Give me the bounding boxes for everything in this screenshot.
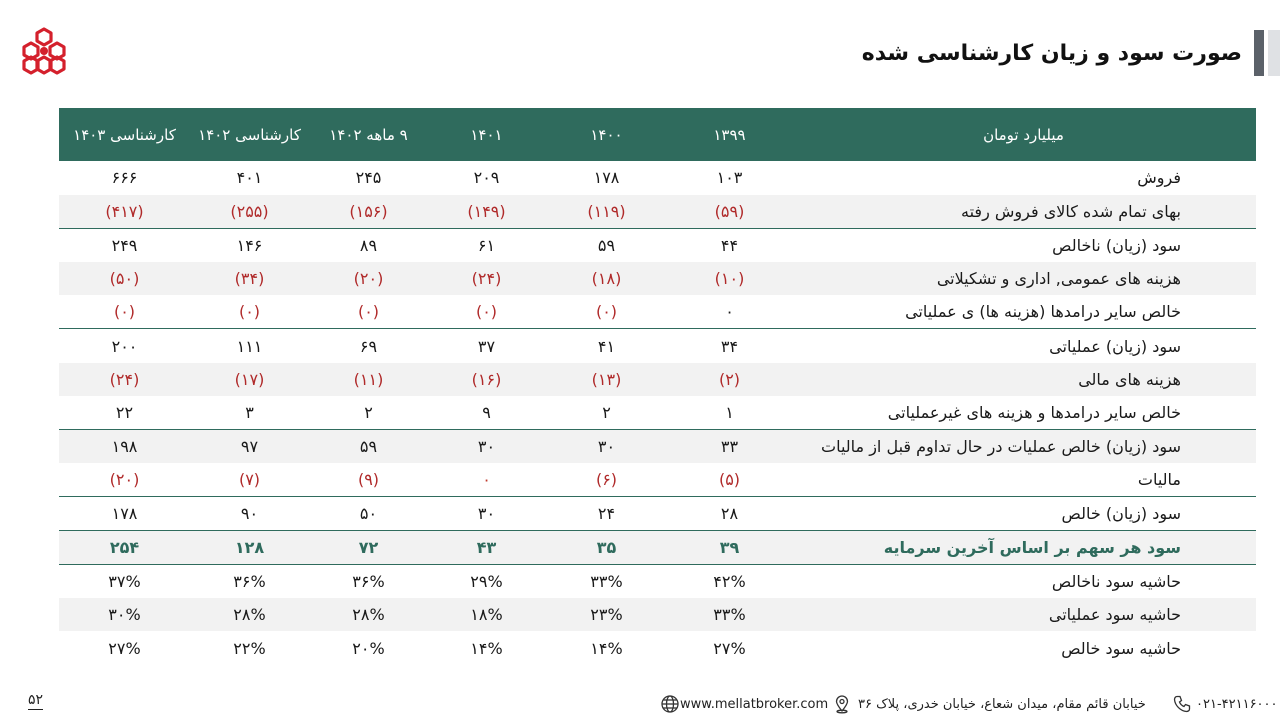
table-cell: ۱ <box>668 396 791 430</box>
table-cell: ۲۰۰ <box>111 336 138 356</box>
row-label: حاشیه سود ناخالص <box>1051 571 1181 591</box>
table-cell: ۲ <box>545 396 668 430</box>
table-cell: ۶۹ <box>359 336 378 356</box>
footer-address <box>832 694 1146 714</box>
table-cell: (۵) <box>668 463 791 497</box>
table-cell: (۰) <box>428 295 545 329</box>
income-statement-table <box>59 108 1256 665</box>
table-row <box>59 463 1256 497</box>
row-label: سود (زیان) عملیاتی <box>1049 336 1181 356</box>
table-cell: ۳ <box>190 396 309 430</box>
column-header: ۹ ماهه ۱۴۰۲ <box>329 125 408 144</box>
table-cell: (۱۰) <box>714 269 745 289</box>
table-cell: (۰) <box>190 295 309 329</box>
column-header: ۱۴۰۰ <box>590 125 623 144</box>
table-cell: ۰ <box>428 463 545 497</box>
table-row <box>59 228 1256 262</box>
table-cell: (۰) <box>309 295 428 329</box>
table-cell: ۲۲ <box>59 396 190 430</box>
table-cell: ۳۴ <box>720 336 739 356</box>
row-label: سود هر سهم بر اساس آخرین سرمایه <box>791 531 1256 565</box>
column-header: ۱۳۹۹ <box>713 125 746 144</box>
table-cell: ۸۹ <box>359 235 378 255</box>
table-cell: ۴۰۱ <box>236 168 263 188</box>
table-cell: (۴۱۷) <box>59 195 190 229</box>
row-label: بهای تمام شده کالای فروش رفته <box>791 195 1256 229</box>
table-cell: (۱۸) <box>591 269 622 289</box>
column-header: ۱۴۰۱ <box>470 125 503 144</box>
row-label: سود (زیان) خالص <box>791 497 1256 531</box>
phone-text[interactable]: ۰۲۱-۴۲۱۱۶۰۰۰ <box>1196 696 1278 712</box>
globe-icon <box>660 694 680 714</box>
table-row <box>59 262 1256 296</box>
table-cell: ۰ <box>668 295 791 329</box>
table-cell: (۱۴۹) <box>428 195 545 229</box>
table-row <box>59 631 1256 665</box>
table-row <box>59 497 1256 531</box>
table-cell: ۶۱ <box>477 235 496 255</box>
column-header: میلیارد تومان <box>983 125 1064 144</box>
table-cell: (۶) <box>545 463 668 497</box>
table-cell: ۶۶۶ <box>111 168 138 188</box>
table-cell: ۲۷% <box>108 638 141 658</box>
table-cell: (۹) <box>309 463 428 497</box>
table-cell: ۱۴۶ <box>236 235 263 255</box>
footer-website[interactable] <box>660 694 832 714</box>
table-cell: ۳۰ <box>477 437 496 457</box>
table-cell: (۱۳) <box>591 369 622 389</box>
table-cell: ۳۶% <box>352 571 385 591</box>
table-cell: (۱۱) <box>353 369 384 389</box>
table-cell: ۹۷ <box>240 437 259 457</box>
location-pin-icon <box>832 694 852 714</box>
table-cell: (۲۴) <box>471 269 502 289</box>
table-cell: (۱۵۶) <box>309 195 428 229</box>
row-label: هزینه های مالی <box>1078 369 1181 389</box>
table-cell: ۴۴ <box>720 235 739 255</box>
table-cell: ۳۰ <box>597 437 616 457</box>
table-cell: (۷) <box>190 463 309 497</box>
address-text: خیابان قائم مقام، میدان شعاع، خیابان خدری، پلاک ۳۶ <box>858 696 1146 712</box>
table-cell: (۲۰) <box>353 269 384 289</box>
table-cell: ۳۰% <box>108 605 141 625</box>
page-number: ۵۲ <box>28 692 44 708</box>
phone-icon <box>1172 694 1192 714</box>
table-header-row <box>59 108 1256 161</box>
table-cell: ۲۳% <box>590 605 623 625</box>
table-row <box>59 295 1256 329</box>
table-row <box>59 598 1256 632</box>
row-label: خالص سایر درامدها و هزینه های غیرعملیاتی <box>791 396 1256 430</box>
table-cell: ۲ <box>309 396 428 430</box>
title-accent <box>1254 30 1280 76</box>
table-row <box>59 161 1256 195</box>
table-row <box>59 329 1256 363</box>
company-logo <box>20 26 68 76</box>
table-cell: (۳۴) <box>234 269 265 289</box>
table-cell: ۷۲ <box>309 531 428 565</box>
row-label: حاشیه سود عملیاتی <box>1048 605 1181 625</box>
table-cell: ۳۰ <box>428 497 545 531</box>
table-cell: ۳۵ <box>545 531 668 565</box>
table-cell: ۲۸% <box>233 605 266 625</box>
table-cell: ۲۰% <box>352 638 385 658</box>
row-label: خالص سایر درامدها (هزینه ها) ی عملیاتی <box>791 295 1256 329</box>
table-cell: (۰) <box>545 295 668 329</box>
table-cell: ۵۹ <box>597 235 616 255</box>
table-cell: ۳۳% <box>590 571 623 591</box>
title-bar <box>862 30 1280 76</box>
row-label: سود (زیان) خالص عملیات در حال تداوم قبل از مالیات <box>821 437 1181 457</box>
row-label: حاشیه سود خالص <box>1061 638 1181 658</box>
table-cell: ۲۹% <box>470 571 503 591</box>
table-row <box>59 396 1256 430</box>
table-cell: ۱۴% <box>590 638 623 658</box>
table-row <box>59 430 1256 464</box>
table-cell: ۳۳ <box>720 437 739 457</box>
row-label: هزینه های عمومی, اداری و تشکیلاتی <box>936 269 1181 289</box>
table-cell: ۲۴۵ <box>355 168 382 188</box>
table-cell: ۱۱۱ <box>236 336 263 356</box>
table-cell: (۲۰) <box>59 463 190 497</box>
table-cell: ۴۱ <box>597 336 616 356</box>
table-cell: ۲۰۹ <box>473 168 500 188</box>
table-cell: ۳۳% <box>713 605 746 625</box>
table-cell: ۳۶% <box>233 571 266 591</box>
table-cell: ۵۰ <box>309 497 428 531</box>
table-row <box>59 564 1256 598</box>
table-cell: ۹۰ <box>190 497 309 531</box>
row-label: مالیات <box>791 463 1256 497</box>
table-cell: (۲۵۵) <box>190 195 309 229</box>
table-cell: ۳۷ <box>477 336 496 356</box>
column-header: کارشناسی ۱۴۰۲ <box>198 125 301 144</box>
table-cell: ۲۸% <box>352 605 385 625</box>
table-cell: (۵۰) <box>109 269 140 289</box>
table-cell: ۲۲% <box>233 638 266 658</box>
table-cell: ۲۴۹ <box>111 235 138 255</box>
table-cell: ۲۸ <box>668 497 791 531</box>
table-cell: (۱۶) <box>471 369 502 389</box>
table-cell: (۱۷) <box>234 369 265 389</box>
footer <box>0 690 1280 720</box>
page-title: صورت سود و زیان کارشناسی شده <box>861 40 1242 66</box>
table-cell: ۲۴ <box>545 497 668 531</box>
table-cell: ۱۷۸ <box>59 497 190 531</box>
table-cell: (۰) <box>59 295 190 329</box>
website-text[interactable]: www.mellatbroker.com <box>680 696 829 712</box>
footer-phone[interactable] <box>1172 694 1278 714</box>
table-cell: ۹ <box>428 396 545 430</box>
table-cell: ۱۲۸ <box>190 531 309 565</box>
row-label: فروش <box>1137 168 1181 188</box>
table-cell: ۴۳ <box>428 531 545 565</box>
table-cell: ۱۷۸ <box>593 168 620 188</box>
table-cell: ۱۸% <box>470 605 503 625</box>
table-cell: ۲۷% <box>713 638 746 658</box>
table-cell: ۱۹۸ <box>111 437 138 457</box>
table-row <box>59 363 1256 397</box>
table-cell: ۵۹ <box>359 437 378 457</box>
table-cell: ۲۵۴ <box>59 531 190 565</box>
table-cell: ۳۷% <box>108 571 141 591</box>
table-cell: (۱۱۹) <box>545 195 668 229</box>
column-header: کارشناسی ۱۴۰۳ <box>73 125 176 144</box>
table-row <box>59 531 1256 565</box>
table-cell: ۴۲% <box>713 571 746 591</box>
row-label: سود (زیان) ناخالص <box>1052 235 1181 255</box>
table-cell: (۲) <box>718 369 741 389</box>
table-cell: ۳۹ <box>668 531 791 565</box>
table-row <box>59 195 1256 229</box>
table-cell: (۲۴) <box>109 369 140 389</box>
table-cell: (۵۹) <box>668 195 791 229</box>
table-cell: ۱۰۳ <box>716 168 743 188</box>
table-cell: ۱۴% <box>470 638 503 658</box>
